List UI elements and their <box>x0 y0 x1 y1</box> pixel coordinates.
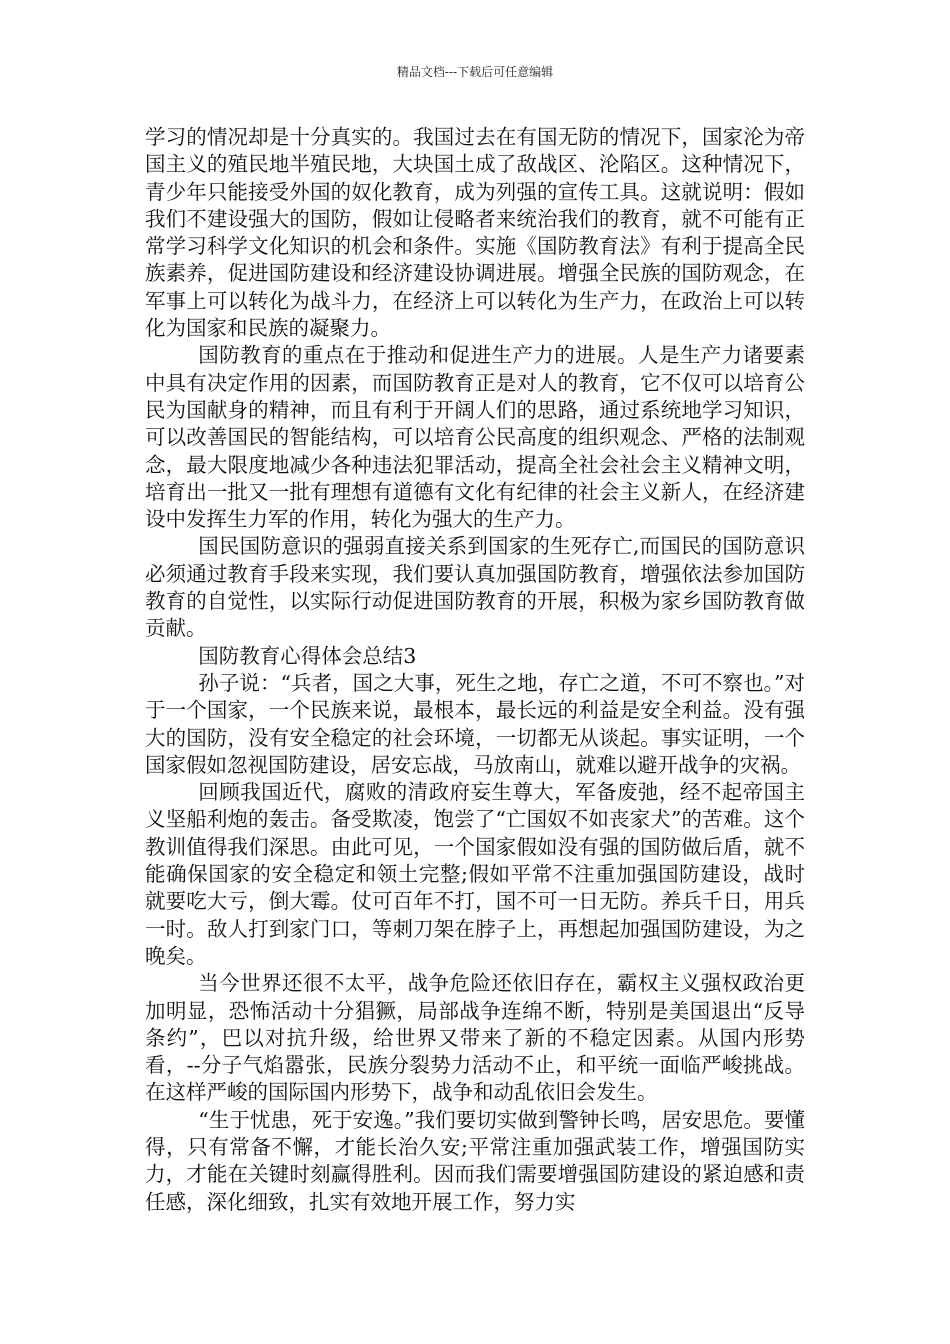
body-paragraph: “生于忧患，死于安逸。”我们要切实做到警钟长鸣，居安思危。要懂得，只有常备不懈，才能长治久安;平常注重加强武装工作，增强国防实力，才能在关键时刻赢得胜利。因而我们需要增强国防建设的紧迫感和责任感，深化细致，扎实有效地开展工作，努力实 <box>145 1107 805 1214</box>
section-heading: 国防教育心得体会总结3 <box>198 643 417 668</box>
body-paragraph: 孙子说：“兵者，国之大事，死生之地，存亡之道，不可不察也。”对于一个国家，一个民族来说，最根本，最长远的利益是安全利益。没有强大的国防，没有安全稳定的社会环境，一切都无从谈起。事实证明，一个国家假如忽视国防建设，居安忘战，马放南山，就难以避开战争的灾祸。 <box>145 670 805 777</box>
body-paragraph: 国民国防意识的强弱直接关系到国家的生死存亡,而国民的国防意识必须通过教育手段来实现，我们要认真加强国防教育，增强依法参加国防教育的自觉性，以实际行动促进国防教育的开展，积极为家乡国防教育做贡献。 <box>145 534 805 641</box>
body-paragraph: 国防教育的重点在于推动和促进生产力的进展。人是生产力诸要素中具有决定作用的因素，而国防教育正是对人的教育，它不仅可以培育公民为国献身的精神，而且有利于开阔人们的思路，通过系统地学习知识，可以改善国民的智能结构，可以培育公民高度的组织观念、严格的法制观念，最大限度地减少各种违法犯罪活动，提高全社会社会主义精神文明，培育出一批又一批有理想有道德有文化有纪律的社会主义新人，在经济建设中发挥生力军的作用，转化为强大的生产力。 <box>145 343 805 532</box>
body-paragraph: 当今世界还很不太平，战争危险还依旧存在，霸权主义强权政治更加明显，恐怖活动十分猖獗，局部战争连绵不断，特别是美国退出“反导条约”，巴以对抗升级，给世界又带来了新的不稳定因素。从国内形势看，--分子气焰嚣张，民族分裂势力活动不止，和平统一面临严峻挑战。在这样严峻的国际国内形势下，战争和动乱依旧会发生。 <box>145 971 805 1105</box>
body-paragraph: 回顾我国近代，腐败的清政府妄生尊大，军备废弛，经不起帝国主义坚船利炮的轰击。备受欺凌，饱尝了“亡国奴不如丧家犬”的苦难。这个教训值得我们深思。由此可见，一个国家假如没有强的国防做后盾，就不能确保国家的安全稳定和领土完整;假如平常不注重加强国防建设，战时就要吃大亏，倒大霉。仗可百年不打，国不可一日无防。养兵千日，用兵一时。敌人打到家门口，等刺刀架在脖子上，再想起加强国防建设，为之晚矣。 <box>145 780 805 968</box>
document-body <box>145 124 805 1216</box>
body-paragraph: 学习的情况却是十分真实的。我国过去在有国无防的情况下，国家沦为帝国主义的殖民地半殖民地，大块国土成了敌战区、沦陷区。这种情况下，青少年只能接受外国的奴化教育，成为列强的宣传工具。这就说明：假如我们不建设强大的国防，假如让侵略者来统治我们的教育，就不可能有正常学习科学文化知识的机会和条件。实施《国防教育法》有利于提高全民族素养，促进国防建设和经济建设协调进展。增强全民族的国防观念，在军事上可以转化为战斗力，在经济上可以转化为生产力，在政治上可以转化为国家和民族的凝聚力。 <box>145 125 805 341</box>
page-header: 精品文档---下载后可任意编辑 <box>396 65 554 79</box>
